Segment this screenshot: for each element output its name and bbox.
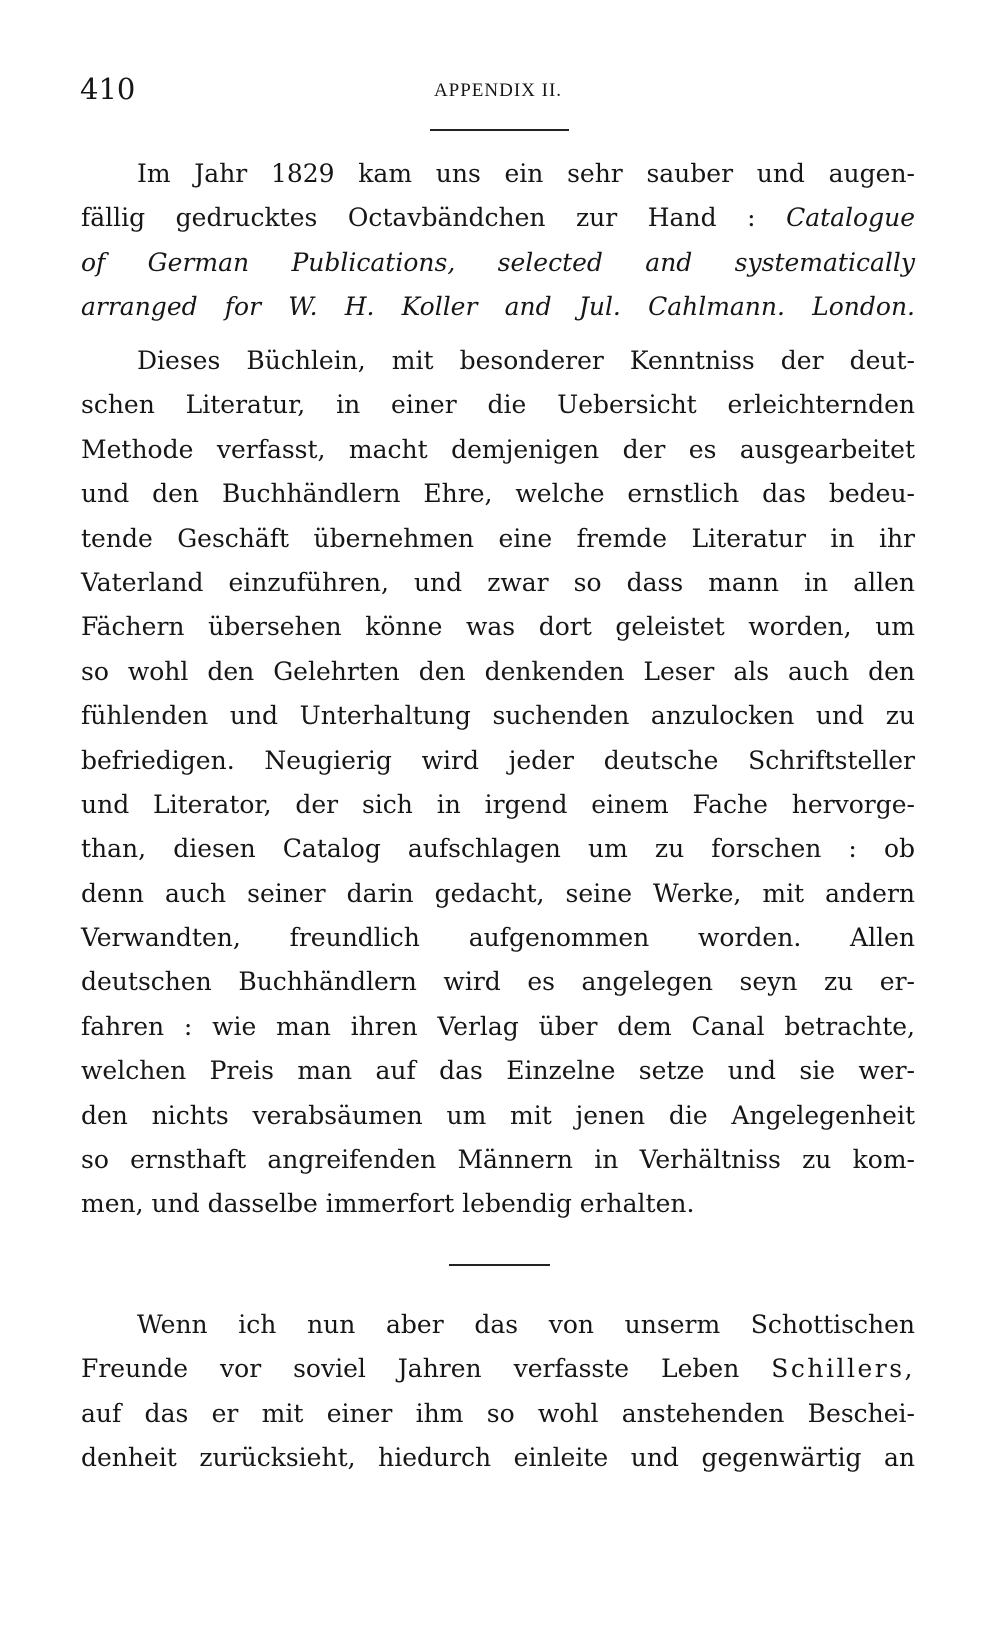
text-line: welchen Preis man auf das Einzelne setze und sie wer- [81,1056,915,1086]
catalogue-title-line: arranged for W. H. Koller and Jul. Cahlmann. London. [81,292,915,322]
text-line: und Literator, der sich in irgend einem Fache hervorge- [81,789,915,819]
text-line: denheit zurücksieht, hiedurch einleite und gegenwärtig an [81,1443,915,1473]
text-line: auf das er mit einer ihm so wohl anstehenden Beschei- [81,1398,915,1428]
text-line: denn auch seiner darin gedacht, seine Werke, mit andern [81,878,915,908]
text-line: tende Geschäft übernehmen eine fremde Literatur in ihr [81,523,915,553]
page-header [80,72,916,112]
paragraph-schiller [81,1303,915,1481]
text-line: Wenn ich nun aber das von unserm Schottischen [137,1310,915,1339]
text-line: Dieses Büchlein, mit besonderer Kenntniss der deut- [137,346,915,375]
text-segment: fällig gedrucktes Octavbändchen zur Hand : [81,203,787,233]
section-rule [449,1264,550,1266]
text-line: den nichts verabsäumen um mit jenen die Angelegenheit [81,1100,915,1130]
text-line [81,196,915,240]
text-line: und den Buchhändlern Ehre, welche ernstlich das bedeu- [81,479,915,509]
text-line: so wohl den Gelehrten den denkenden Leser als auch den [81,656,915,686]
text-line: befriedigen. Neugierig wird jeder deutsche Schriftsteller [81,745,915,775]
text-line: fühlenden und Unterhaltung suchenden anzulocken und zu [81,701,915,731]
paragraph-catalogue-intro [81,152,915,330]
text-segment: Freunde vor soviel Jahren verfasste Leben [81,1354,772,1384]
text-line: fahren : wie man ihren Verlag über dem Canal betrachte, [81,1011,915,1041]
header-rule [430,129,569,131]
running-head: APPENDIX II. [433,80,563,101]
page-number: 410 [80,72,136,106]
text-line: Vaterland einzuführen, und zwar so dass mann in allen [81,567,915,597]
text-line: Verwandten, freundlich aufgenommen worden. Allen [81,923,915,953]
text-line: Im Jahr 1829 kam uns ein sehr sauber und augen- [137,159,915,188]
paragraph-buechlein [81,339,915,1227]
text-line: Methode verfasst, macht demjenigen der es ausgearbeitet [81,434,915,464]
text-line: Fächern übersehen könne was dort geleistet worden, um [81,612,915,642]
catalogue-title-start: Catalogue [786,203,915,233]
text-line: schen Literatur, in einer die Uebersicht erleichternden [81,390,915,420]
text-line: than, diesen Catalog aufschlagen um zu forschen : ob [81,834,915,864]
text-line: deutschen Buchhändlern wird es angelegen seyn zu er- [81,967,915,997]
text-line: so ernsthaft angreifenden Männern in Verhältniss zu kom- [81,1145,915,1175]
catalogue-title-line: of German Publications, selected and systematically [81,247,915,277]
text-line [81,1347,915,1391]
text-line: men, und dasselbe immerfort lebendig erhalten. [81,1189,695,1219]
schiller-name: Schillers, [771,1354,915,1384]
